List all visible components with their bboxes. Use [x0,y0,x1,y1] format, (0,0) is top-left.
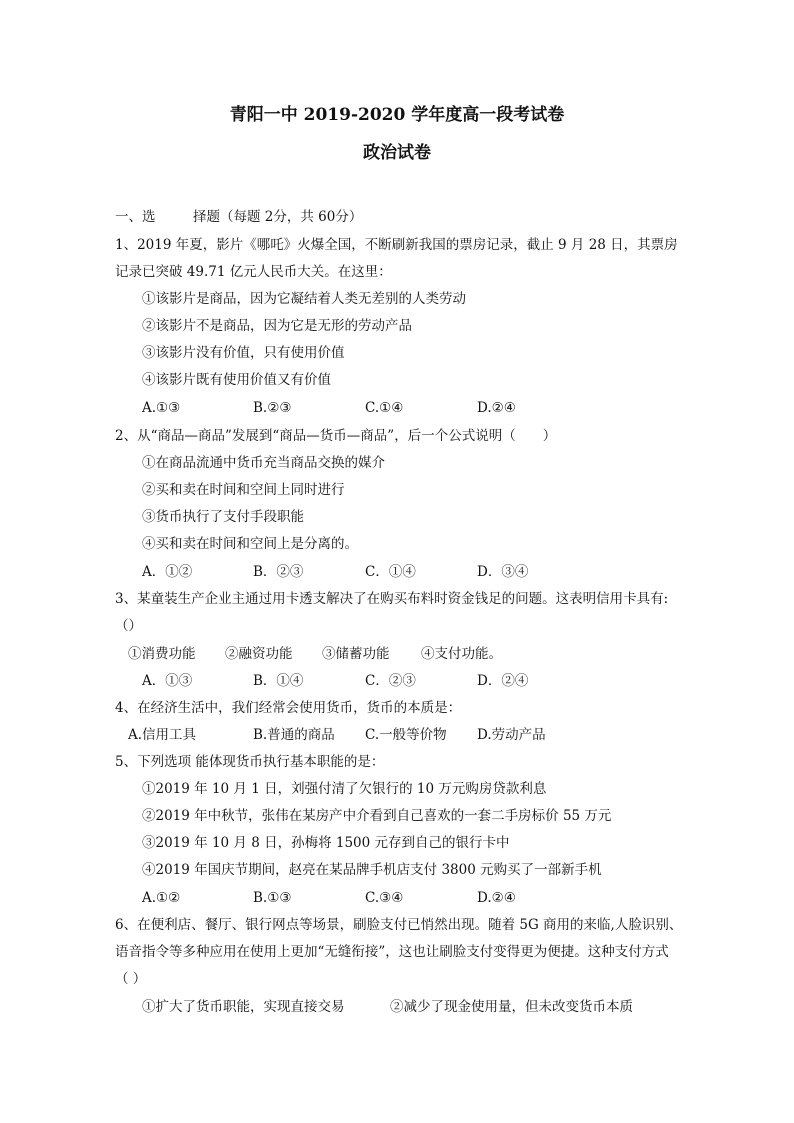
q1-option-d: D.②④ [477,400,516,416]
q6-stem-line1: 6、在便利店、餐厅、银行网点等场景，刷脸支付已悄然出现。随着 5G 商用的来临,人脸识别、 [115,917,683,933]
q2-item-2: ②买和卖在时间和空间上同时进行 [142,482,345,498]
q5-item-3: ③2019 年 10 月 8 日，孙梅将 1500 元存到自己的银行卡中 [142,835,510,851]
q5-item-4: ④2019 年国庆节期间，赵亮在某品牌手机店支付 3800 元购买了一部新手机 [142,862,602,878]
q2-option-b: B．②③ [253,564,304,580]
q1-option-a: A.①③ [142,400,181,416]
q1-option-c: C.①④ [365,400,404,416]
q1-item-3: ③该影片没有价值，只有使用价值 [142,345,345,361]
q3-item-1: ①消费功能 [128,646,196,662]
q5-option-c: C.③④ [365,890,404,906]
q6-item-1: ①扩大了货币职能，实现直接交易 [142,999,345,1015]
q3-option-c: C．②③ [365,673,416,689]
q4-option-c: C.一般等价物 [365,727,447,743]
q1-stem-line1: 1、2019 年夏，影片《哪吒》火爆全国，不断刷新我国的票房记录，截止 9 月 28 日，其票房 [115,237,678,253]
q4-option-a: A.信用工具 [128,727,197,743]
section-label: 一、选 [115,209,156,225]
q3-option-d: D．②④ [477,673,529,689]
q2-option-a: A．①② [142,564,193,580]
page-subtitle: 政治试卷 [363,143,431,163]
page-title: 青阳一中 2019-2020 学年度高一段考试卷 [229,105,565,125]
q1-item-1: ①该影片是商品，因为它凝结着人类无差别的人类劳动 [142,291,466,307]
q1-option-b: B.②③ [253,400,292,416]
q6-item-2: ②减少了现金使用量，但未改变货币本质 [390,999,633,1015]
q4-option-b: B.普通的商品 [253,727,335,743]
q2-item-1: ①在商品流通中货币充当商品交换的媒介 [142,455,385,471]
q3-stem-line2: （） [115,618,142,634]
q2-option-d: D．③④ [477,564,529,580]
q1-item-2: ②该影片不是商品，因为它是无形的劳动产品 [142,318,412,334]
q5-option-a: A.①② [142,890,181,906]
q1-stem-line2: 记录已突破 49.71 亿元人民币大关。在这里： [115,264,392,280]
q3-item-2: ②融资功能 [225,646,293,662]
q5-stem: 5、下列选项 能体现货币执行基本职能的是： [115,754,385,770]
q3-item-3: ③储蓄功能 [322,646,390,662]
q3-option-b: B．①④ [253,673,304,689]
q2-item-3: ③货币执行了支付手段职能 [142,509,304,525]
q3-option-a: A．①③ [142,673,193,689]
q5-item-1: ①2019 年 10 月 1 日，刘强付清了欠银行的 10 万元购房贷款利息 [142,781,547,797]
q4-stem: 4、在经济生活中，我们经常会使用货币，货币的本质是： [115,700,462,716]
section-label-rest: 择题（每题 2分，共 60分） [193,209,363,225]
q2-item-4: ④买和卖在时间和空间上是分离的。 [142,536,358,552]
q6-stem-line2: 语音指令等多种应用在使用上更加“无缝衔接”，这也让刷脸支付变得更为便捷。这种支付方式 [115,944,669,960]
q2-option-c: C．①④ [365,564,416,580]
q5-item-2: ②2019 年中秋节，张伟在某房产中介看到自己喜欢的一套二手房标价 55 万元 [142,808,612,824]
q2-stem: 2、从“商品—商品”发展到“商品—货币—商品”，后一个公式说明（ ） [115,428,557,444]
q4-option-d: D.劳动产品 [477,727,546,743]
q1-item-4: ④该影片既有使用价值又有价值 [142,372,331,388]
q5-option-d: D.②④ [477,890,516,906]
q3-stem-line1: 3、某童装生产企业主通过用卡透支解决了在购买布料时资金钱足的问题。这表明信用卡具有: [115,591,669,607]
q6-stem-line3: （ ） [115,971,147,987]
q5-option-b: B.①③ [253,890,292,906]
q3-item-4: ④支付功能。 [421,646,502,662]
